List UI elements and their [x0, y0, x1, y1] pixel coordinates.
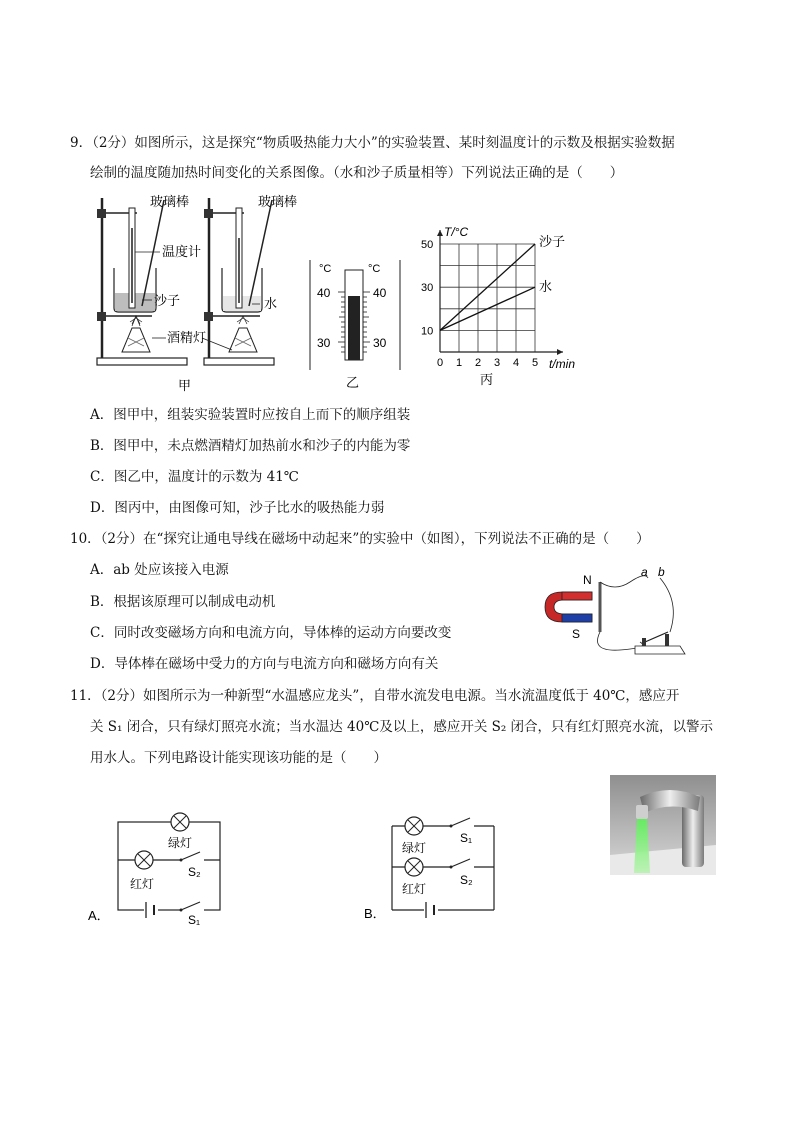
x-axis-label: t/min — [549, 357, 576, 371]
q9-stem-line1: 9．（2分）如图所示，这是探究“物质吸热能力大小”的实验装置、某时刻温度计的示数及根据实验数据 — [70, 135, 675, 151]
tick-30-left: 30 — [317, 336, 331, 350]
y-tick-label: 30 — [421, 282, 434, 295]
faucet-photo — [610, 775, 716, 875]
y-tick-label: 10 — [421, 325, 434, 338]
q9-figure-yi — [305, 252, 405, 392]
circuit-a-label: A． — [88, 908, 110, 923]
series-label-1: 水 — [539, 279, 553, 295]
tick-40-left: 40 — [317, 286, 331, 300]
label-b: b — [658, 565, 665, 579]
q11-stem-line3: 用水人。下列电路设计能实现该功能的是（ ） — [90, 750, 387, 766]
label-red-lamp: 红灯 — [402, 882, 427, 896]
q9-stem-line2: 绘制的温度随加热时间变化的关系图像。（水和沙子质量相等）下列说法正确的是（ ） — [90, 165, 624, 181]
label-s2: S₂ — [188, 865, 201, 879]
label-thermometer: 温度计 — [162, 244, 202, 259]
unit-right: °C — [368, 263, 381, 275]
label-sand: 沙子 — [154, 293, 181, 308]
stand-base-left — [97, 358, 187, 365]
label-green-lamp: 绿灯 — [168, 836, 193, 850]
caption-jia: 甲 — [178, 378, 192, 393]
label-north: N — [583, 573, 592, 587]
q10-option-c[interactable]: C．同时改变磁场方向和电流方向，导体棒的运动方向要改变 — [90, 625, 452, 641]
x-tick-label: 2 — [475, 357, 482, 369]
label-rod-right: 玻璃棒 — [258, 194, 298, 209]
label-s1: S₁ — [460, 831, 473, 845]
unit-left: °C — [319, 263, 332, 275]
label-red-lamp: 红灯 — [130, 877, 155, 891]
x-tick-label: 0 — [437, 357, 444, 369]
caption-bing: 丙 — [480, 372, 494, 387]
q9-figure-jia — [92, 188, 312, 398]
x-tick-label: 4 — [513, 357, 520, 369]
label-rod-left: 玻璃棒 — [150, 194, 190, 209]
q10-option-b[interactable]: B．根据该原理可以制成电动机 — [90, 594, 276, 610]
y-axis-arrow — [437, 230, 443, 236]
magnet-south-pole — [562, 614, 592, 622]
q9-option-c[interactable]: C．图乙中，温度计的示数为 41℃ — [90, 469, 299, 485]
label-water: 水 — [264, 296, 278, 311]
label-s2: S₂ — [460, 873, 473, 887]
tick-30-right: 30 — [373, 336, 387, 350]
q9-option-b[interactable]: B．图甲中，未点燃酒精灯加热前水和沙子的内能为零 — [90, 438, 411, 454]
magnet-north-pole — [562, 592, 592, 600]
q11-stem-line2: 关 S₁ 闭合，只有绿灯照亮水流；当水温达 40℃及以上，感应开关 S₂ 闭合，只有红灯照亮水流，以警示 — [90, 719, 714, 735]
label-lamp: 酒精灯 — [167, 330, 207, 345]
label-green-lamp: 绿灯 — [402, 841, 427, 855]
caption-yi: 乙 — [346, 375, 360, 390]
x-tick-label: 1 — [456, 357, 463, 369]
label-a: a — [641, 565, 648, 579]
y-axis-label: T/°C — [444, 225, 469, 239]
chart-labels — [421, 225, 575, 371]
series-label-0: 沙子 — [539, 234, 566, 249]
y-tick-label: 50 — [421, 239, 434, 251]
q10-figure-magnet — [540, 562, 690, 662]
x-tick-label: 5 — [532, 357, 539, 369]
q10-option-d[interactable]: D．导体棒在磁场中受力的方向与电流方向和磁场方向有关 — [90, 656, 439, 672]
x-tick-label: 3 — [494, 357, 501, 369]
q10-stem: 10．（2分）在“探究让通电导线在磁场中动起来”的实验中（如图），下列说法不正确的是（ ） — [70, 531, 650, 547]
q11-circuit-a[interactable] — [88, 810, 238, 925]
q11-stem-line1: 11．（2分）如图所示为一种新型“水温感应龙头”，自带水流发电电源。当水流温度低于 40℃，感应开 — [70, 688, 680, 704]
q9-chart-bing — [420, 222, 595, 390]
mercury-column — [348, 296, 360, 360]
stand-base-right — [204, 358, 274, 365]
x-axis-arrow — [557, 349, 563, 355]
circuit-b-label: B． — [364, 906, 386, 921]
chart-grid — [440, 244, 535, 352]
label-south: S — [572, 627, 581, 641]
q9-option-d[interactable]: D．图丙中，由图像可知，沙子比水的吸热能力弱 — [90, 500, 385, 516]
switch-base — [635, 646, 685, 654]
q10-option-a[interactable]: A．ab 处应该接入电源 — [90, 562, 229, 578]
tick-40-right: 40 — [373, 286, 387, 300]
q11-circuit-b[interactable] — [362, 812, 512, 922]
label-s1: S₁ — [188, 913, 201, 925]
q9-option-a[interactable]: A．图甲中，组装实验装置时应按自上而下的顺序组装 — [90, 407, 411, 423]
